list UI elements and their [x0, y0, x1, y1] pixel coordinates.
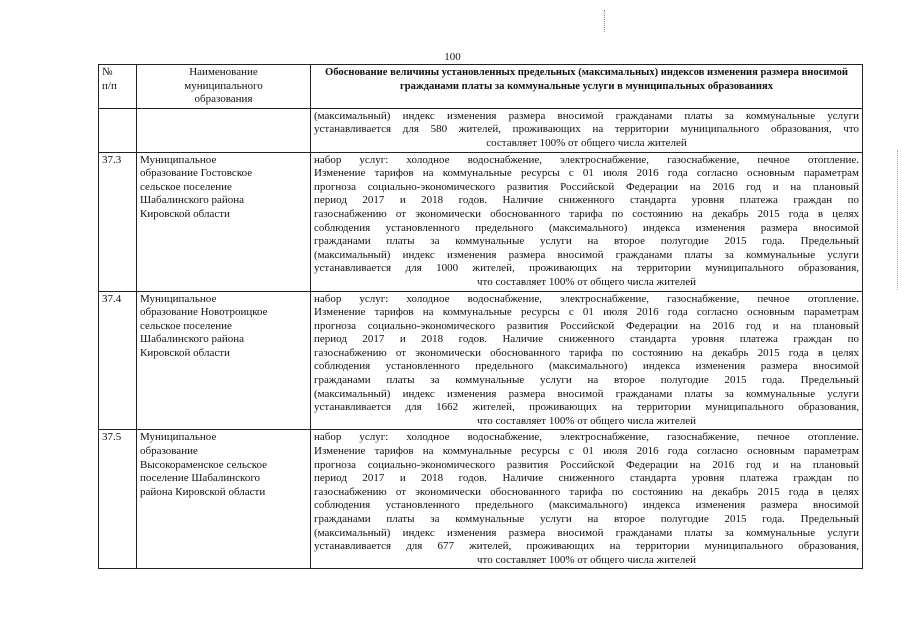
row-number: 37.3 — [99, 152, 137, 291]
text-line: (максимальный) индекс изменения размера вносимой гражданами платы за коммунальные услуги — [314, 387, 859, 400]
text-line: (максимальный) индекс изменения размера вносимой гражданами платы за коммунальные услуги — [314, 526, 859, 539]
text-line: составляет 100% от общего числа жителей — [486, 136, 687, 149]
name-line: Муниципальное — [140, 292, 217, 305]
row-number: 37.5 — [99, 430, 137, 569]
text-line: устанавливается для 677 жителей, проживающих на территории муниципального образования, — [314, 540, 859, 553]
row-justification-text — [311, 430, 863, 569]
row-municipality-name — [137, 430, 311, 569]
text-line: гражданами платы за коммунальные услуги на второе полугодие 2015 года. Предельный — [314, 513, 859, 525]
row-justification-text — [311, 152, 863, 291]
table-row — [99, 430, 863, 569]
text-line: устанавливается для 1662 жителей, проживающих на территории муниципального образования, — [314, 401, 859, 414]
row-municipality-name — [137, 291, 311, 430]
row-municipality-name — [137, 152, 311, 291]
text-line: гражданами платы за коммунальные услуги на второе полугодие 2015 года. Предельный — [314, 235, 859, 248]
text-line: соблюдения установленного предельного (максимального) индекса изменения размера вносимой — [314, 221, 859, 234]
name-line: Муниципальное — [140, 431, 217, 444]
text-line: газоснабжению от экономически обоснованного тарифа по состоянию на декабрь 2015 года в целях — [314, 346, 859, 359]
text-line: гражданами платы за коммунальные услуги на второе полугодие 2015 года. Предельный — [314, 374, 859, 387]
name-line: поселение Шабалинского — [140, 472, 261, 485]
text-line: период 2017 и 2018 годов. Наличие сниженного стандарта уровня платежа граждан по — [314, 333, 859, 346]
text-line: газоснабжению от экономически обоснованного тарифа по состоянию на декабрь 2015 года в целях — [314, 485, 859, 498]
text-line: прогноза социально-экономического развития Российской Федерации на 2016 год и на плановый — [314, 319, 859, 332]
name-line: Высокораменское сельское — [140, 458, 268, 471]
name-line: образование Новотроицкое — [140, 306, 268, 319]
text-line: набор услуг: холодное водоснабжение, электроснабжение, газоснабжение, печное отопление. — [314, 153, 859, 166]
text-line: (максимальный) индекс изменения размера вносимой гражданами платы за коммунальные услуги — [314, 248, 859, 261]
text-line: устанавливается для 580 жителей, проживающих на территории муниципального образования, что — [314, 123, 859, 136]
scan-artifact-mark — [604, 10, 606, 32]
indices-table — [98, 64, 863, 569]
page-number: 100 — [444, 51, 461, 63]
name-line: образование Гостовское — [140, 167, 253, 180]
header-justification: Обоснование величины установленных предельных (максимальных) индексов изменения размера вносимой гражданами платы за коммунальные услуги в муниципальных образованиях — [311, 65, 863, 109]
row-municipality-name — [137, 108, 311, 152]
text-line: Изменение тарифов на коммунальные ресурсы с 01 июля 2016 года согласно основным параметрам — [314, 167, 859, 180]
text-line: прогноза социально-экономического развития Российской Федерации на 2016 год и на плановый — [314, 458, 859, 471]
text-line: что составляет 100% от общего числа жителей — [477, 553, 696, 566]
header-municipality-name: Наименование муниципального образования — [137, 65, 311, 109]
name-line: Шабалинского района — [140, 333, 245, 346]
table-row — [99, 152, 863, 291]
text-line: что составляет 100% от общего числа жителей — [477, 414, 696, 427]
row-number — [99, 108, 137, 152]
table-row-continuation — [99, 108, 863, 152]
text-line: набор услуг: холодное водоснабжение, электроснабжение, газоснабжение, печное отопление. — [314, 292, 859, 305]
table-row — [99, 291, 863, 430]
name-line: сельское поселение — [140, 319, 232, 332]
table-header-row — [99, 65, 863, 109]
row-number: 37.4 — [99, 291, 137, 430]
text-line: набор услуг: холодное водоснабжение, электроснабжение, газоснабжение, печное отопление. — [314, 431, 859, 444]
name-line: сельское поселение — [140, 180, 232, 193]
text-line: период 2017 и 2018 годов. Наличие сниженного стандарта уровня платежа граждан по — [314, 472, 859, 485]
text-line: соблюдения установленного предельного (максимального) индекса изменения размера вносимой — [314, 360, 859, 373]
header-number: № п/п — [99, 65, 137, 109]
text-line: прогноза социально-экономического развития Российской Федерации на 2016 год и на плановый — [314, 180, 859, 193]
text-line: устанавливается для 1000 жителей, проживающих на территории муниципального образования, — [314, 262, 859, 275]
name-line: Шабалинского района — [140, 194, 245, 207]
text-line: Изменение тарифов на коммунальные ресурсы с 01 июля 2016 года согласно основным параметрам — [314, 306, 859, 319]
name-line: Кировской области — [140, 207, 230, 220]
text-line: соблюдения установленного предельного (максимального) индекса изменения размера вносимой — [314, 499, 859, 512]
name-line: образование — [140, 445, 198, 458]
row-justification-text — [311, 108, 863, 152]
name-line: Кировской области — [140, 346, 230, 359]
scan-artifact-edge — [897, 150, 899, 290]
name-line: Муниципальное — [140, 153, 217, 166]
name-line: района Кировской области — [140, 485, 266, 498]
text-line: Изменение тарифов на коммунальные ресурсы с 01 июля 2016 года согласно основным параметрам — [314, 445, 859, 458]
text-line: период 2017 и 2018 годов. Наличие сниженного стандарта уровня платежа граждан по — [314, 194, 859, 207]
row-justification-text — [311, 291, 863, 430]
text-line: что составляет 100% от общего числа жителей — [477, 275, 696, 288]
text-line: газоснабжению от экономически обоснованного тарифа по состоянию на декабрь 2015 года в целях — [314, 207, 859, 220]
text-line: (максимальный) индекс изменения размера вносимой гражданами платы за коммунальные услуги — [314, 109, 859, 122]
